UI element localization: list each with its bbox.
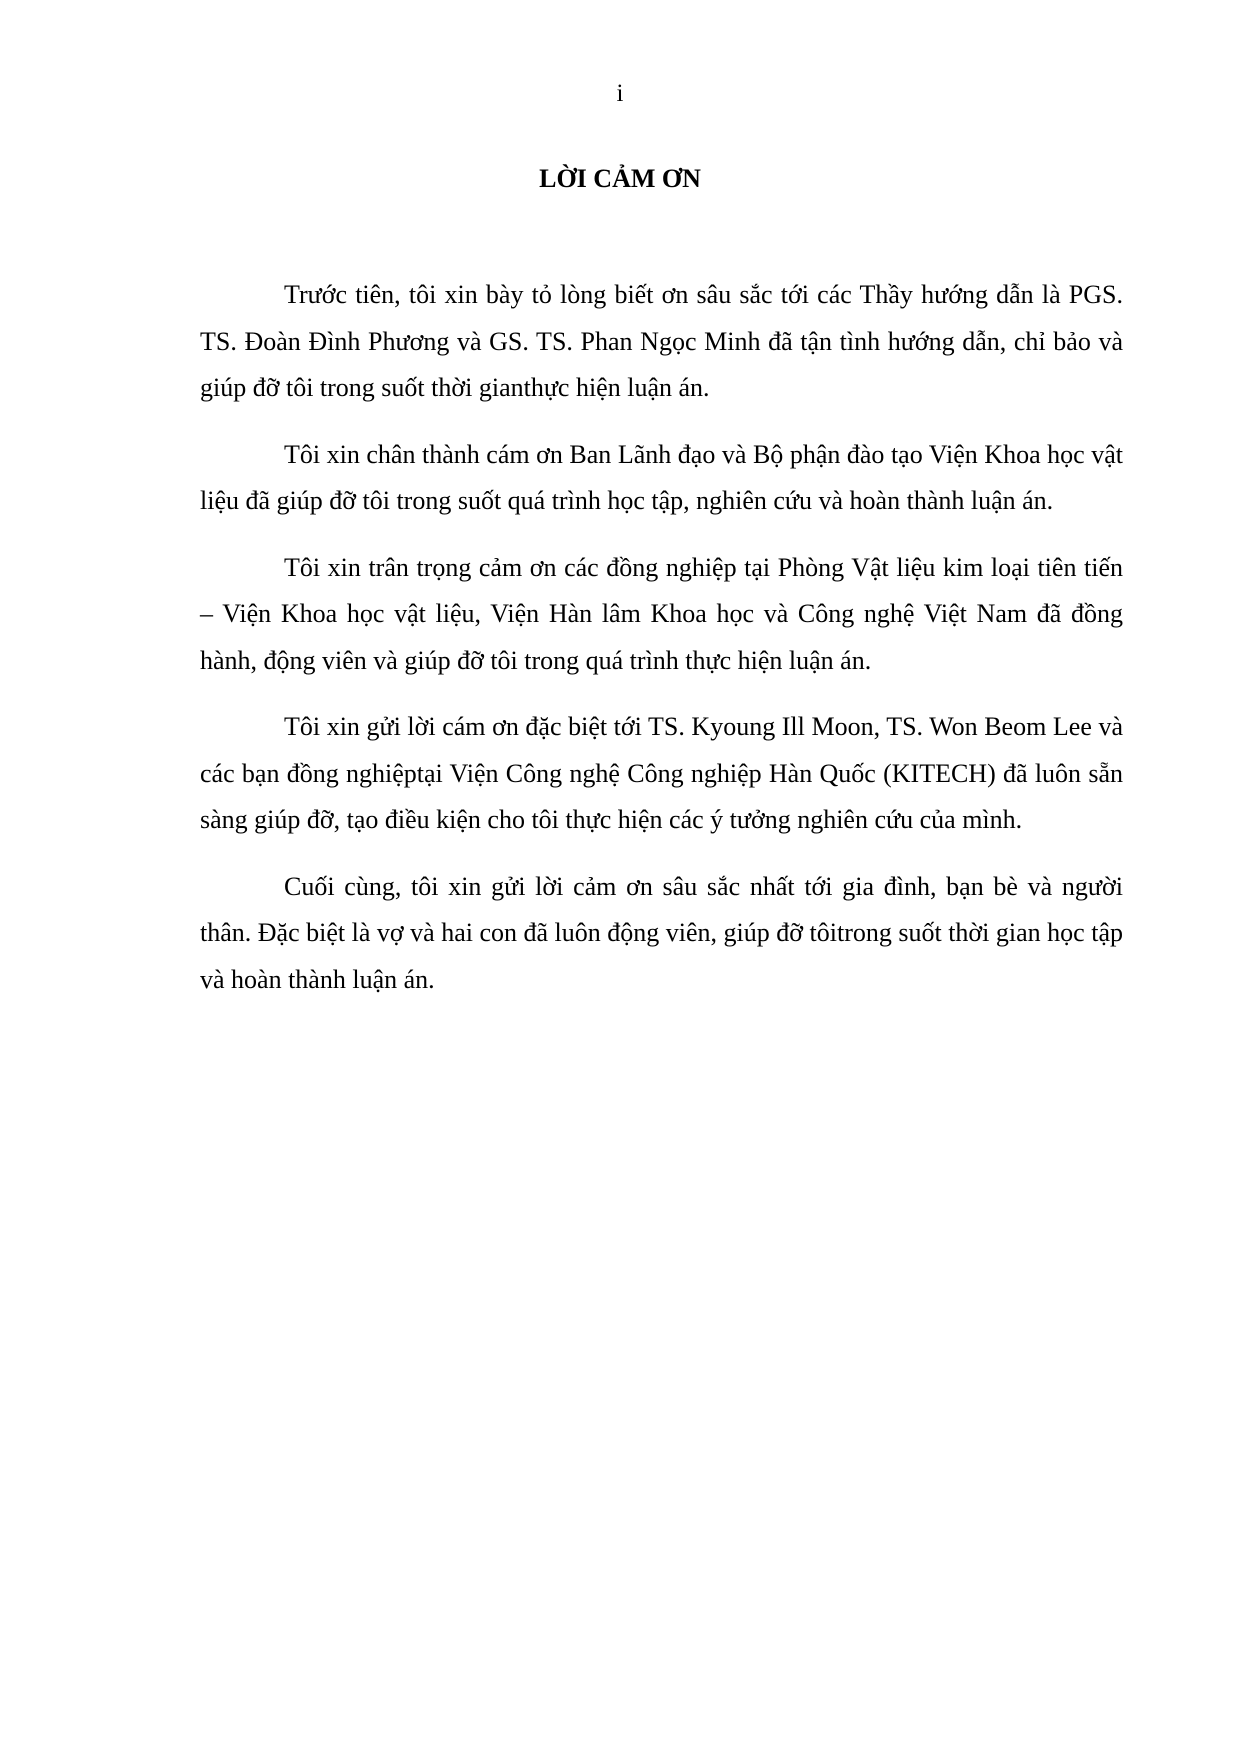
paragraph-colleagues: Tôi xin trân trọng cảm ơn các đồng nghiệp tại Phòng Vật liệu kim loại tiên tiến – Viện Khoa học vật liệu, Viện Hàn lâm Khoa học và Công nghệ Việt Nam đã đồng hành, động viên và giúp đỡ tôi trong quá trình thực hiện luận án. bbox=[200, 552, 1123, 675]
paragraph-advisors: Trước tiên, tôi xin bày tỏ lòng biết ơn sâu sắc tới các Thầy hướng dẫn là PGS. TS. Đoàn Đình Phương và GS. TS. Phan Ngọc Minh đã tận tình hướng dẫn, chỉ bảo và giúp đỡ tôi trong suốt thời gianthực hiện luận án. bbox=[200, 280, 1123, 402]
page-number: i bbox=[616, 80, 624, 107]
paragraph-family: Cuối cùng, tôi xin gửi lời cảm ơn sâu sắc nhất tới gia đình, bạn bè và người thân. Đặc biệt là vợ và hai con đã luôn động viên, giúp đỡ tôitrong suốt thời gian học tập và hoàn thành luận án. bbox=[200, 871, 1123, 994]
paragraph-kitech: Tôi xin gửi lời cám ơn đặc biệt tới TS. Kyoung Ill Moon, TS. Won Beom Lee và các bạn đồng nghiệptại Viện Công nghệ Công nghiệp Hàn Quốc (KITECH) đã luôn sẵn sàng giúp đỡ, tạo điều kiện cho tôi thực hiện các ý tưởng nghiên cứu của mình. bbox=[200, 712, 1123, 834]
page-title: LỜI CẢM ƠN bbox=[539, 164, 701, 193]
paragraph-institute: Tôi xin chân thành cám ơn Ban Lãnh đạo và Bộ phận đào tạo Viện Khoa học vật liệu đã giúp đỡ tôi trong suốt quá trình học tập, nghiên cứu và hoàn thành luận án. bbox=[200, 439, 1123, 515]
acknowledgement-body bbox=[200, 272, 1123, 1023]
